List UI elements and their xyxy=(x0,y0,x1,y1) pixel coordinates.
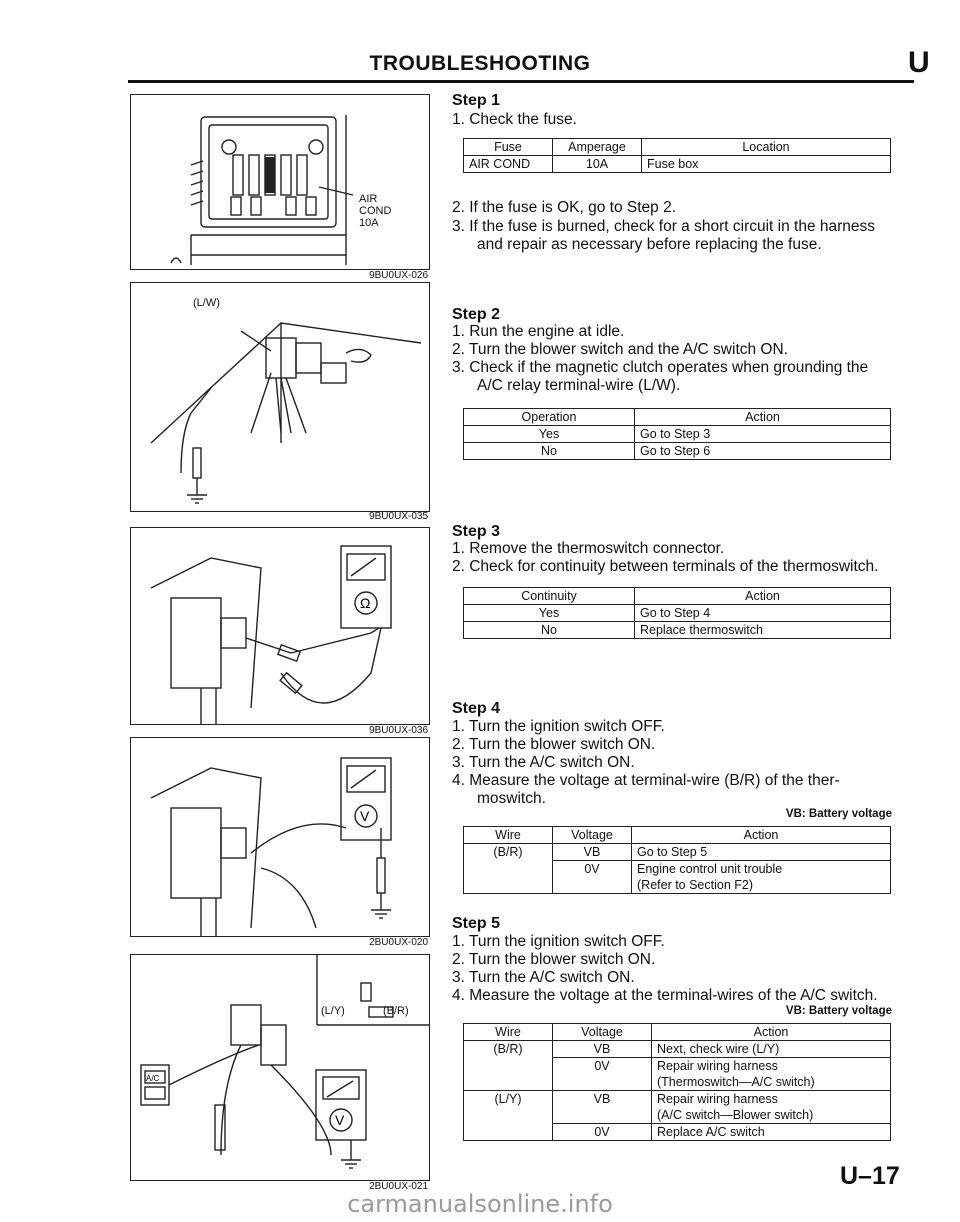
step1-line: 3. If the fuse is burned, check for a short circuit in the harness xyxy=(452,218,876,235)
table-header: Wire xyxy=(464,827,553,844)
page-number: U–17 xyxy=(840,1162,900,1190)
relay-callout: (L/W) xyxy=(193,297,220,309)
table-header: Continuity xyxy=(464,588,635,605)
table-cell: Engine control unit trouble xyxy=(632,861,891,878)
table-cell: Go to Step 4 xyxy=(635,605,891,622)
table-cell xyxy=(464,861,553,878)
table-cell: VB xyxy=(553,1091,652,1108)
table-header: Voltage xyxy=(553,1024,652,1041)
table-header: Location xyxy=(642,139,891,156)
watermark: carmanualsonline.info xyxy=(347,1190,613,1218)
table-cell: 10A xyxy=(553,156,642,173)
step4-line: 2. Turn the blower switch ON. xyxy=(452,736,656,753)
table-cell: Repair wiring harness xyxy=(652,1091,891,1108)
step2-table xyxy=(463,408,891,460)
table-cell: Go to Step 6 xyxy=(635,443,891,460)
ac-switch-label-icon: A/C xyxy=(146,1074,160,1083)
callout-line: AIR xyxy=(359,193,378,205)
table-cell: 0V xyxy=(553,1124,652,1141)
vb-note: VB: Battery voltage xyxy=(785,808,892,820)
figure-ac-switch xyxy=(130,954,430,1181)
table-cell: (B/R) xyxy=(464,844,553,861)
table-header: Operation xyxy=(464,409,635,426)
table-cell: Replace thermoswitch xyxy=(635,622,891,639)
figure-code: 2BU0UX-020 xyxy=(369,937,428,948)
table-cell: Next, check wire (L/Y) xyxy=(652,1041,891,1058)
figure-relay xyxy=(130,282,430,512)
table-header: Action xyxy=(652,1024,891,1041)
step1-line: 1. Check the fuse. xyxy=(452,111,577,128)
fuse-callout xyxy=(359,193,391,229)
table-header: Action xyxy=(635,409,891,426)
table-cell xyxy=(464,1074,553,1091)
step1-line: 2. If the fuse is OK, go to Step 2. xyxy=(452,199,677,216)
volt-symbol: V xyxy=(335,1112,345,1128)
ac-callout-br: (B/R) xyxy=(383,1005,409,1017)
ac-switch-illustration xyxy=(131,955,429,1180)
step1-title: Step 1 xyxy=(452,92,501,109)
figure-code: 2BU0UX-021 xyxy=(369,1181,428,1192)
fuse-box-illustration xyxy=(131,95,429,269)
table-cell xyxy=(464,1058,553,1075)
table-cell xyxy=(464,1107,553,1124)
table-header: Action xyxy=(635,588,891,605)
table-cell: AIR COND xyxy=(464,156,553,173)
table-cell: VB xyxy=(553,844,632,861)
ohmmeter-illustration xyxy=(131,528,429,724)
table-cell: (Refer to Section F2) xyxy=(632,877,891,894)
step2-title: Step 2 xyxy=(452,306,501,323)
step4-title: Step 4 xyxy=(452,700,501,717)
section-letter: U xyxy=(908,46,930,79)
table-cell: No xyxy=(464,622,635,639)
table-cell: (B/R) xyxy=(464,1041,553,1058)
table-cell: Yes xyxy=(464,426,635,443)
table-cell: Yes xyxy=(464,605,635,622)
step4-line: moswitch. xyxy=(477,790,546,807)
table-cell: Repair wiring harness xyxy=(652,1058,891,1075)
table-cell: (A/C switch—Blower switch) xyxy=(652,1107,891,1124)
step2-line: 2. Turn the blower switch and the A/C switch ON. xyxy=(452,341,788,358)
voltmeter-illustration xyxy=(131,738,429,936)
step2-line: 1. Run the engine at idle. xyxy=(452,323,625,340)
figure-code: 9BU0UX-035 xyxy=(369,511,428,522)
step4-line: 1. Turn the ignition switch OFF. xyxy=(452,718,665,735)
step5-line: 4. Measure the voltage at the terminal-wires of the A/C switch. xyxy=(452,987,878,1004)
figure-code: 9BU0UX-026 xyxy=(369,270,428,281)
step2-line: 3. Check if the magnetic clutch operates when grounding the xyxy=(452,359,869,376)
table-cell: (L/Y) xyxy=(464,1091,553,1108)
table-header: Fuse xyxy=(464,139,553,156)
figure-code: 9BU0UX-036 xyxy=(369,725,428,736)
table-cell: No xyxy=(464,443,635,460)
table-header: Voltage xyxy=(553,827,632,844)
table-cell xyxy=(553,877,632,894)
callout-line: COND xyxy=(359,205,392,217)
table-cell: (Thermoswitch—A/C switch) xyxy=(652,1074,891,1091)
page-title: TROUBLESHOOTING xyxy=(369,52,591,75)
step5-line: 3. Turn the A/C switch ON. xyxy=(452,969,635,986)
table-cell: 0V xyxy=(553,861,632,878)
table-cell: Go to Step 5 xyxy=(632,844,891,861)
vb-note: VB: Battery voltage xyxy=(785,1005,892,1017)
step5-title: Step 5 xyxy=(452,915,501,932)
step2-line: A/C relay terminal-wire (L/W). xyxy=(477,377,681,394)
step4-line: 3. Turn the A/C switch ON. xyxy=(452,754,635,771)
table-cell: Replace A/C switch xyxy=(652,1124,891,1141)
step4-table xyxy=(463,826,891,894)
table-cell: Fuse box xyxy=(642,156,891,173)
table-header: Amperage xyxy=(553,139,642,156)
step3-line: 2. Check for continuity between terminals of the thermoswitch. xyxy=(452,558,879,575)
step3-table xyxy=(463,587,891,639)
step1-line: and repair as necessary before replacing the fuse. xyxy=(477,236,822,253)
step5-table xyxy=(463,1023,891,1141)
header-rule xyxy=(128,80,914,83)
table-cell xyxy=(464,877,553,894)
callout-line: 10A xyxy=(359,217,379,229)
ohm-symbol: Ω xyxy=(360,595,371,611)
volt-symbol: V xyxy=(360,808,370,824)
step3-title: Step 3 xyxy=(452,523,501,540)
step5-line: 1. Turn the ignition switch OFF. xyxy=(452,933,665,950)
table-cell xyxy=(553,1107,652,1124)
table-cell: 0V xyxy=(553,1058,652,1075)
table-cell xyxy=(464,1124,553,1141)
figure-thermoswitch-voltmeter xyxy=(130,737,430,937)
ac-callout-ly: (L/Y) xyxy=(321,1005,345,1017)
table-cell: Go to Step 3 xyxy=(635,426,891,443)
relay-illustration xyxy=(131,283,429,511)
table-header: Wire xyxy=(464,1024,553,1041)
table-cell: VB xyxy=(553,1041,652,1058)
figure-fuse-box xyxy=(130,94,430,270)
table-cell xyxy=(553,1074,652,1091)
step5-line: 2. Turn the blower switch ON. xyxy=(452,951,656,968)
step3-line: 1. Remove the thermoswitch connector. xyxy=(452,540,725,557)
figure-thermoswitch-ohmmeter xyxy=(130,527,430,725)
table-header: Action xyxy=(632,827,891,844)
step1-table xyxy=(463,138,891,173)
step4-line: 4. Measure the voltage at terminal-wire (B/R) of the ther- xyxy=(452,772,840,789)
